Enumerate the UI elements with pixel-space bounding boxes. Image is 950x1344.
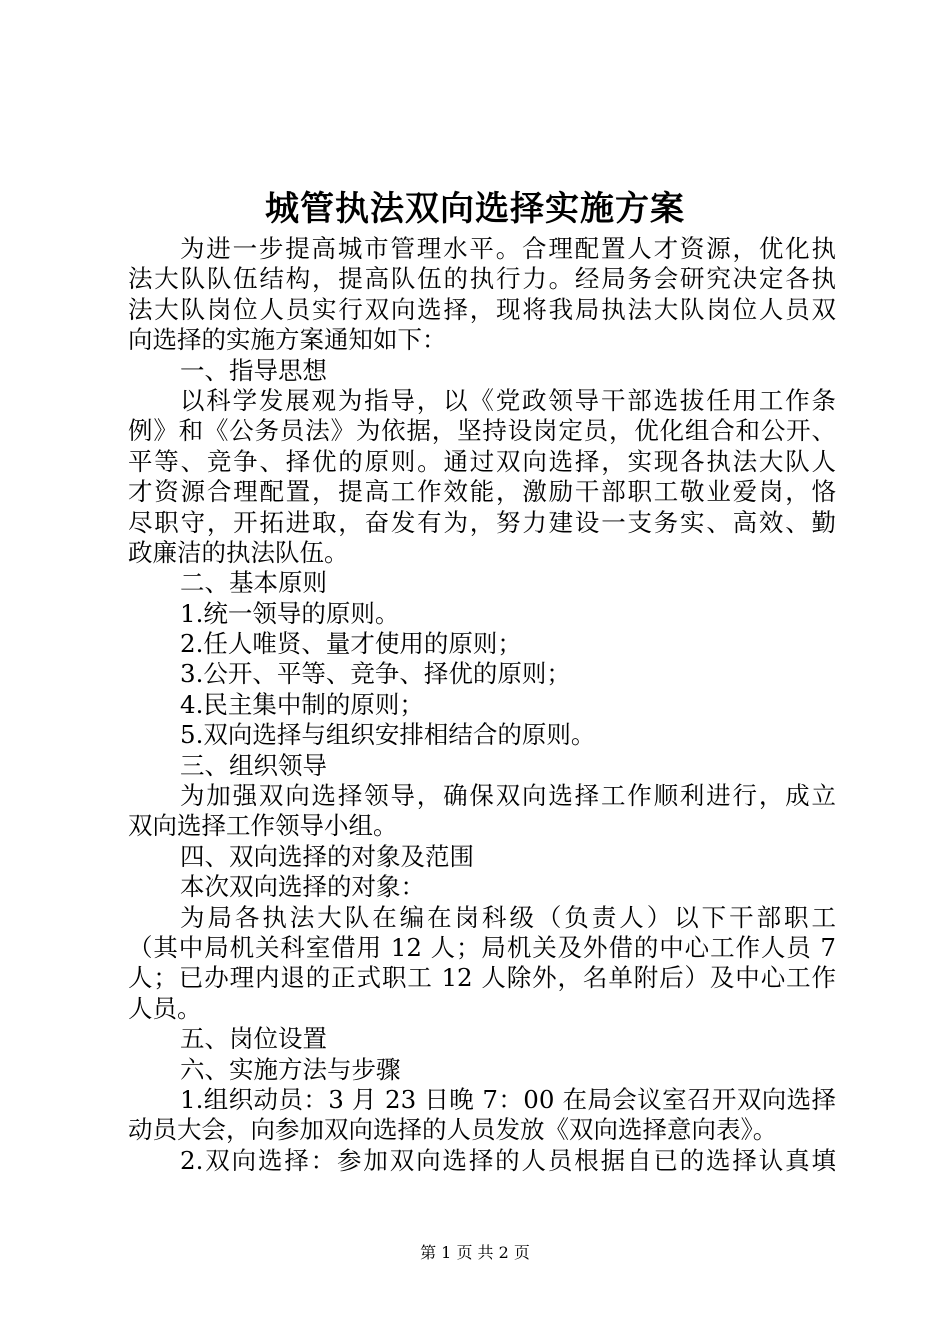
body-line: 为局各执法大队在编在岗科级（负责人）以下干部职工 bbox=[180, 902, 836, 932]
body-line: 2.双向选择：参加双向选择的人员根据自已的选择认真填 bbox=[180, 1145, 836, 1175]
body-line: 才资源合理配置，提高工作效能，激励干部职工敬业爱岗，恪 bbox=[128, 477, 836, 507]
body-line: 政廉洁的执法队伍。 bbox=[128, 537, 349, 567]
body-line: 人员。 bbox=[128, 993, 202, 1023]
body-line: 为进一步提高城市管理水平。合理配置人才资源，优化执 bbox=[180, 234, 836, 263]
body-line: 一、指导思想 bbox=[180, 355, 327, 385]
body-line: 法大队队伍结构，提高队伍的执行力。经局务会研究决定各执 bbox=[128, 264, 836, 294]
body-line: 4.民主集中制的原则； bbox=[180, 689, 424, 719]
body-line: 例》和《公务员法》为依据，坚持设岗定员，优化组合和公开、 bbox=[128, 416, 836, 446]
body-line: 六、实施方法与步骤 bbox=[180, 1054, 401, 1084]
body-line: 1.统一领导的原则。 bbox=[180, 598, 400, 628]
body-line: 法大队岗位人员实行双向选择，现将我局执法大队岗位人员双 bbox=[128, 294, 836, 324]
page-footer: 第 1 页 共 2 页 bbox=[420, 1243, 530, 1262]
body-line: 2.任人唯贤、量才使用的原则； bbox=[180, 629, 522, 659]
body-line: 本次双向选择的对象： bbox=[180, 872, 425, 902]
body-line: 1.组织动员：3 月 23 日晚 7：00 在局会议室召开双向选择 bbox=[180, 1084, 836, 1114]
body-line: 平等、竞争、择优的原则。通过双向选择，实现各执法大队人 bbox=[128, 446, 836, 476]
body-line: 动员大会，向参加双向选择的人员发放《双向选择意向表》。 bbox=[128, 1115, 778, 1145]
body-line: 尽职守，开拓进取，奋发有为，努力建设一支务实、高效、勤 bbox=[128, 507, 836, 537]
body-line: 三、组织领导 bbox=[180, 750, 327, 780]
document-body bbox=[128, 234, 836, 1176]
body-line: 五、岗位设置 bbox=[180, 1024, 327, 1054]
body-line: 3.公开、平等、竞争、择优的原则； bbox=[180, 659, 571, 689]
body-line: 四、双向选择的对象及范围 bbox=[180, 841, 474, 871]
body-line: 双向选择工作领导小组。 bbox=[128, 811, 398, 841]
body-line: 二、基本原则 bbox=[180, 568, 327, 598]
body-line: 为加强双向选择领导，确保双向选择工作顺利进行，成立 bbox=[180, 781, 836, 811]
body-line: 5.双向选择与组织安排相结合的原则。 bbox=[180, 720, 596, 750]
body-line: 人；已办理内退的正式职工 12 人除外，名单附后）及中心工作 bbox=[128, 963, 836, 993]
body-line: 以科学发展观为指导，以《党政领导干部选拔任用工作条 bbox=[180, 385, 836, 415]
body-line: 向选择的实施方案通知如下： bbox=[128, 325, 447, 355]
body-line: （其中局机关科室借用 12 人；局机关及外借的中心工作人员 7 bbox=[128, 932, 836, 962]
document-title: 城管执法双向选择实施方案 bbox=[265, 189, 685, 229]
